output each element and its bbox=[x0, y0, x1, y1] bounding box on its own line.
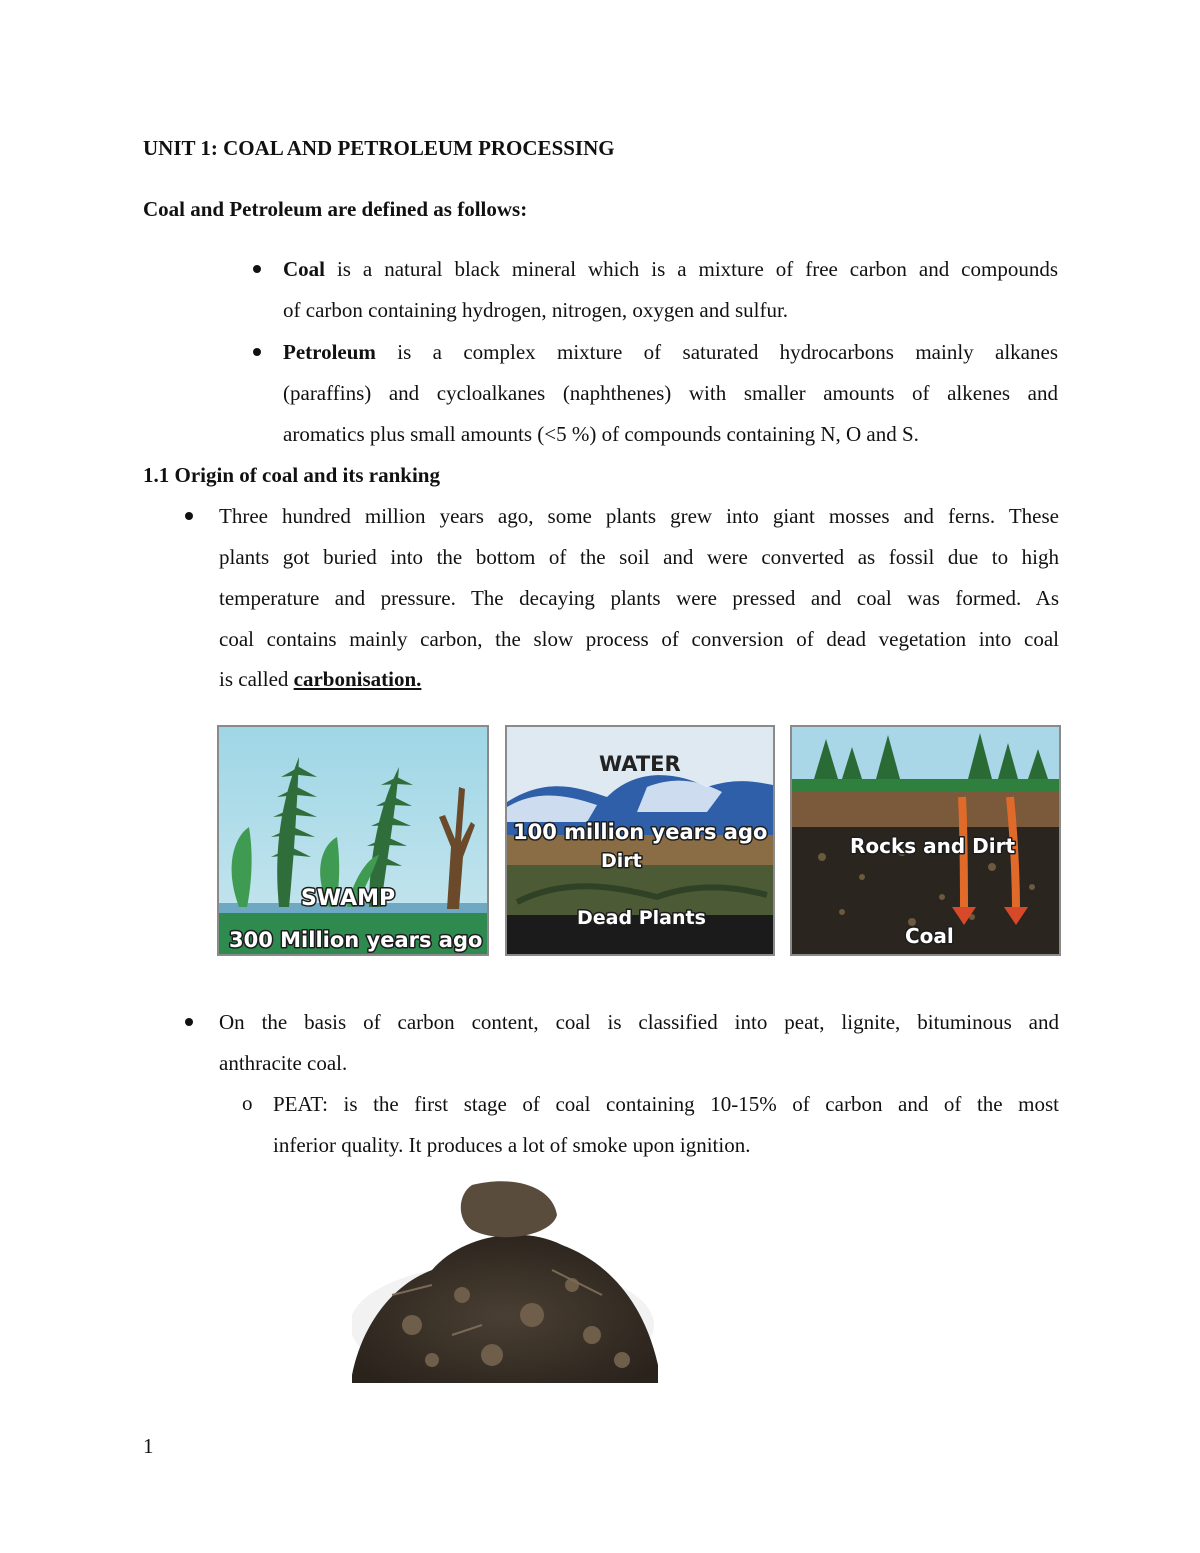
water-illustration bbox=[507, 727, 773, 954]
origin-line5 bbox=[219, 667, 421, 691]
water-bottom-label: Dead Plants bbox=[577, 907, 706, 929]
origin-line2: plants got buried into the bottom of the soil and were converted as fossil due to high bbox=[219, 545, 1059, 569]
coal-bottom-label: Coal bbox=[905, 924, 954, 948]
peat-image bbox=[352, 1175, 658, 1383]
classification-line2: anthracite coal. bbox=[219, 1051, 348, 1075]
definition-petroleum-line2: (paraffins) and cycloalkanes (naphthenes) with smaller amounts of alkenes and bbox=[283, 381, 1058, 405]
origin-line5-prefix: is called bbox=[219, 667, 294, 691]
figure-panel-swamp bbox=[217, 725, 489, 956]
section-heading: 1.1 Origin of coal and its ranking bbox=[143, 463, 440, 487]
coal-illustration bbox=[792, 727, 1059, 954]
swamp-caption: 300 Million years ago bbox=[229, 928, 483, 952]
bullet-origin bbox=[185, 512, 193, 520]
figure-panel-coal bbox=[790, 725, 1061, 956]
definition-petroleum-text: is a complex mixture of saturated hydrocarbons mainly alkanes bbox=[375, 340, 1058, 364]
definition-coal-text: is a natural black mineral which is a mixture of free carbon and compounds bbox=[325, 257, 1058, 281]
page-title: UNIT 1: COAL AND PETROLEUM PROCESSING bbox=[143, 136, 615, 160]
intro-text: Coal and Petroleum are defined as follows: bbox=[143, 197, 528, 221]
classification-line1: On the basis of carbon content, coal is classified into peat, lignite, bituminous and bbox=[219, 1010, 1059, 1034]
term-petroleum: Petroleum bbox=[283, 340, 376, 364]
definition-coal-line1 bbox=[283, 257, 1058, 281]
swamp-illustration bbox=[219, 727, 487, 954]
peat-line1: PEAT: is the first stage of coal containing 10-15% of carbon and of the most bbox=[273, 1092, 1059, 1116]
definition-petroleum-line1 bbox=[283, 340, 1058, 364]
origin-line4: coal contains mainly carbon, the slow process of conversion of dead vegetation into coal bbox=[219, 627, 1059, 651]
bullet-petroleum bbox=[253, 348, 261, 356]
origin-line3: temperature and pressure. The decaying plants were pressed and coal was formed. As bbox=[219, 586, 1059, 610]
term-carbonisation: carbonisation. bbox=[293, 667, 422, 691]
peat-line2: inferior quality. It produces a lot of smoke upon ignition. bbox=[273, 1133, 751, 1157]
water-time-label: 100 million years ago bbox=[513, 820, 768, 844]
origin-line1: Three hundred million years ago, some plants grew into giant mosses and ferns. These bbox=[219, 504, 1059, 528]
bullet-coal bbox=[253, 265, 261, 273]
definition-coal-line2: of carbon containing hydrogen, nitrogen, oxygen and sulfur. bbox=[283, 298, 789, 322]
bullet-classification bbox=[185, 1018, 193, 1026]
sub-bullet-marker: o bbox=[242, 1091, 253, 1115]
peat-photo bbox=[352, 1175, 658, 1383]
coal-layer-label: Rocks and Dirt bbox=[850, 834, 1016, 858]
water-top-label: WATER bbox=[599, 752, 681, 776]
page-number: 1 bbox=[143, 1434, 154, 1458]
definition-petroleum-line3: aromatics plus small amounts (<5 %) of compounds containing N, O and S. bbox=[283, 422, 919, 446]
swamp-label: SWAMP bbox=[301, 886, 396, 911]
term-coal: Coal bbox=[283, 257, 325, 281]
water-layer-label: Dirt bbox=[601, 850, 642, 872]
figure-panel-water bbox=[505, 725, 775, 956]
